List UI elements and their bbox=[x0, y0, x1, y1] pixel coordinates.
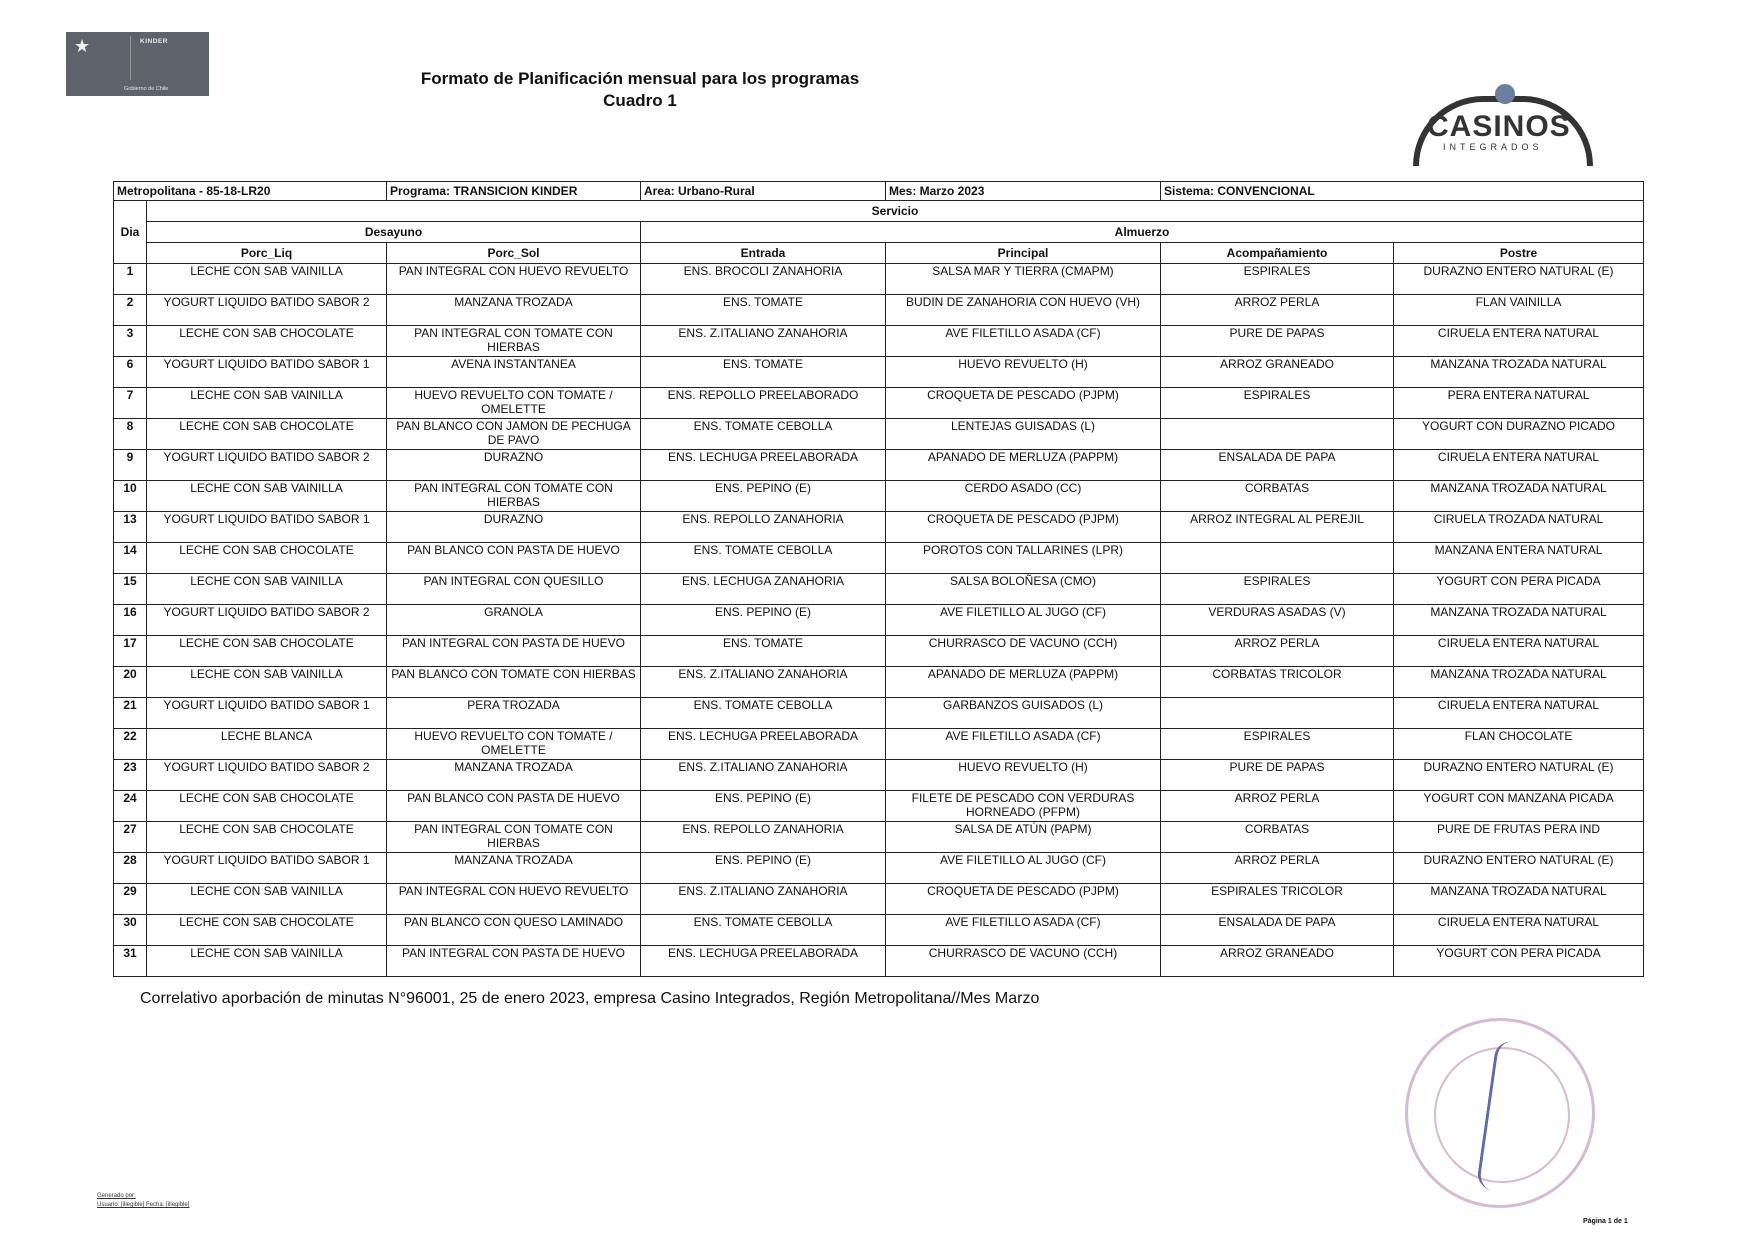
principal-cell: AVE FILETILLO ASADA (CF) bbox=[886, 729, 1161, 760]
header-almuerzo: Almuerzo bbox=[641, 222, 1644, 243]
postre-cell: DURAZNO ENTERO NATURAL (E) bbox=[1394, 853, 1644, 884]
porc-sol-cell: PAN BLANCO CON PASTA DE HUEVO bbox=[387, 543, 641, 574]
principal-cell: POROTOS CON TALLARINES (LPR) bbox=[886, 543, 1161, 574]
porc-liq-cell: LECHE CON SAB VAINILLA bbox=[147, 884, 387, 915]
meta-sistema: Sistema: CONVENCIONAL bbox=[1161, 182, 1644, 201]
principal-cell: AVE FILETILLO AL JUGO (CF) bbox=[886, 853, 1161, 884]
postre-cell: PURE DE FRUTAS PERA IND bbox=[1394, 822, 1644, 853]
day-cell: 9 bbox=[114, 450, 147, 481]
acompanamiento-cell: CORBATAS TRICOLOR bbox=[1161, 667, 1394, 698]
porc-sol-cell: HUEVO REVUELTO CON TOMATE / OMELETTE bbox=[387, 729, 641, 760]
entrada-cell: ENS. TOMATE CEBOLLA bbox=[641, 698, 886, 729]
day-cell: 10 bbox=[114, 481, 147, 512]
principal-cell: CROQUETA DE PESCADO (PJPM) bbox=[886, 884, 1161, 915]
acompanamiento-cell: ARROZ PERLA bbox=[1161, 853, 1394, 884]
table-row bbox=[114, 295, 1644, 326]
postre-cell: YOGURT CON PERA PICADA bbox=[1394, 946, 1644, 977]
porc-sol-cell: AVENA INSTANTANEA bbox=[387, 357, 641, 388]
principal-cell: FILETE DE PESCADO CON VERDURAS HORNEADO (PFPM) bbox=[886, 791, 1161, 822]
day-cell: 31 bbox=[114, 946, 147, 977]
postre-cell: MANZANA TROZADA NATURAL bbox=[1394, 481, 1644, 512]
postre-cell: CIRUELA ENTERA NATURAL bbox=[1394, 326, 1644, 357]
principal-cell: SALSA DE ATÚN (PAPM) bbox=[886, 822, 1161, 853]
porc-sol-cell: PAN INTEGRAL CON QUESILLO bbox=[387, 574, 641, 605]
entrada-cell: ENS. REPOLLO ZANAHORIA bbox=[641, 822, 886, 853]
postre-cell: PERA ENTERA NATURAL bbox=[1394, 388, 1644, 419]
header-desayuno: Desayuno bbox=[147, 222, 641, 243]
day-cell: 1 bbox=[114, 264, 147, 295]
acompanamiento-cell: PURE DE PAPAS bbox=[1161, 326, 1394, 357]
company-logo bbox=[1405, 84, 1605, 156]
porc-sol-cell: GRANOLA bbox=[387, 605, 641, 636]
porc-liq-cell: LECHE CON SAB CHOCOLATE bbox=[147, 326, 387, 357]
acompanamiento-cell: ARROZ PERLA bbox=[1161, 636, 1394, 667]
menu-rows bbox=[114, 264, 1644, 977]
logo-divider bbox=[130, 36, 131, 80]
entrada-cell: ENS. PEPINO (E) bbox=[641, 791, 886, 822]
table-row bbox=[114, 264, 1644, 295]
entrada-cell: ENS. Z.ITALIANO ZANAHORIA bbox=[641, 667, 886, 698]
day-cell: 22 bbox=[114, 729, 147, 760]
postre-cell: MANZANA TROZADA NATURAL bbox=[1394, 667, 1644, 698]
porc-sol-cell: PAN BLANCO CON TOMATE CON HIERBAS bbox=[387, 667, 641, 698]
acompanamiento-cell: ESPIRALES bbox=[1161, 388, 1394, 419]
porc-sol-cell: PAN INTEGRAL CON TOMATE CON HIERBAS bbox=[387, 822, 641, 853]
principal-cell: HUEVO REVUELTO (H) bbox=[886, 760, 1161, 791]
porc-sol-cell: MANZANA TROZADA bbox=[387, 295, 641, 326]
generated-by bbox=[97, 1192, 189, 1210]
principal-cell: CERDO ASADO (CC) bbox=[886, 481, 1161, 512]
acompanamiento-cell: ESPIRALES bbox=[1161, 574, 1394, 605]
porc-sol-cell: DURAZNO bbox=[387, 450, 641, 481]
entrada-cell: ENS. PEPINO (E) bbox=[641, 853, 886, 884]
acompanamiento-cell: ESPIRALES TRICOLOR bbox=[1161, 884, 1394, 915]
acompanamiento-cell: ENSALADA DE PAPA bbox=[1161, 915, 1394, 946]
entrada-cell: ENS. LECHUGA PREELABORADA bbox=[641, 450, 886, 481]
company-name: CASINOS bbox=[1427, 110, 1571, 143]
day-cell: 2 bbox=[114, 295, 147, 326]
principal-cell: CROQUETA DE PESCADO (PJPM) bbox=[886, 512, 1161, 543]
postre-cell: CIRUELA ENTERA NATURAL bbox=[1394, 450, 1644, 481]
postre-cell: CIRUELA TROZADA NATURAL bbox=[1394, 512, 1644, 543]
header-entrada: Entrada bbox=[641, 243, 886, 264]
table-row bbox=[114, 326, 1644, 357]
table-row bbox=[114, 450, 1644, 481]
title-line-2: Cuadro 1 bbox=[603, 91, 677, 110]
acompanamiento-cell: ESPIRALES bbox=[1161, 264, 1394, 295]
acompanamiento-cell: ESPIRALES bbox=[1161, 729, 1394, 760]
porc-liq-cell: LECHE CON SAB CHOCOLATE bbox=[147, 915, 387, 946]
table-row bbox=[114, 698, 1644, 729]
day-cell: 30 bbox=[114, 915, 147, 946]
porc-liq-cell: YOGURT LIQUIDO BATIDO SABOR 2 bbox=[147, 760, 387, 791]
acompanamiento-cell: CORBATAS bbox=[1161, 822, 1394, 853]
entrada-cell: ENS. TOMATE bbox=[641, 295, 886, 326]
table-row bbox=[114, 419, 1644, 450]
table-row bbox=[114, 357, 1644, 388]
day-cell: 3 bbox=[114, 326, 147, 357]
table-row bbox=[114, 667, 1644, 698]
porc-sol-cell: PAN BLANCO CON PASTA DE HUEVO bbox=[387, 791, 641, 822]
header-postre: Postre bbox=[1394, 243, 1644, 264]
porc-liq-cell: YOGURT LIQUIDO BATIDO SABOR 1 bbox=[147, 853, 387, 884]
entrada-cell: ENS. BROCOLI ZANAHORIA bbox=[641, 264, 886, 295]
entrada-cell: ENS. Z.ITALIANO ZANAHORIA bbox=[641, 326, 886, 357]
postre-cell: CIRUELA ENTERA NATURAL bbox=[1394, 915, 1644, 946]
principal-cell: APANADO DE MERLUZA (PAPPM) bbox=[886, 450, 1161, 481]
acompanamiento-cell: ARROZ PERLA bbox=[1161, 295, 1394, 326]
gov-logo-footer: Gobierno de Chile bbox=[124, 86, 169, 92]
approval-note: Correlativo aporbación de minutas N°96001, 25 de enero 2023, empresa Casino Integrados, Región Metropolitana//Mes Marzo bbox=[140, 990, 1040, 1007]
postre-cell: MANZANA TROZADA NATURAL bbox=[1394, 605, 1644, 636]
porc-sol-cell: PAN INTEGRAL CON TOMATE CON HIERBAS bbox=[387, 326, 641, 357]
principal-cell: AVE FILETILLO ASADA (CF) bbox=[886, 915, 1161, 946]
porc-liq-cell: YOGURT LIQUIDO BATIDO SABOR 1 bbox=[147, 698, 387, 729]
acompanamiento-cell bbox=[1161, 543, 1394, 574]
day-cell: 27 bbox=[114, 822, 147, 853]
day-cell: 23 bbox=[114, 760, 147, 791]
postre-cell: DURAZNO ENTERO NATURAL (E) bbox=[1394, 264, 1644, 295]
porc-sol-cell: PAN BLANCO CON QUESO LAMINADO bbox=[387, 915, 641, 946]
table-row bbox=[114, 605, 1644, 636]
porc-liq-cell: LECHE CON SAB VAINILLA bbox=[147, 574, 387, 605]
table-row bbox=[114, 512, 1644, 543]
entrada-cell: ENS. TOMATE CEBOLLA bbox=[641, 543, 886, 574]
acompanamiento-cell: ENSALADA DE PAPA bbox=[1161, 450, 1394, 481]
table-row bbox=[114, 884, 1644, 915]
porc-liq-cell: YOGURT LIQUIDO BATIDO SABOR 1 bbox=[147, 512, 387, 543]
meta-area: Area: Urbano-Rural bbox=[641, 182, 886, 201]
entrada-cell: ENS. PEPINO (E) bbox=[641, 481, 886, 512]
entrada-cell: ENS. TOMATE bbox=[641, 357, 886, 388]
porc-liq-cell: YOGURT LIQUIDO BATIDO SABOR 2 bbox=[147, 605, 387, 636]
principal-cell: AVE FILETILLO AL JUGO (CF) bbox=[886, 605, 1161, 636]
acompanamiento-cell bbox=[1161, 419, 1394, 450]
table-row bbox=[114, 543, 1644, 574]
header-servicio: Servicio bbox=[147, 201, 1644, 222]
meta-programa: Programa: TRANSICION KINDER bbox=[387, 182, 641, 201]
principal-cell: APANADO DE MERLUZA (PAPPM) bbox=[886, 667, 1161, 698]
postre-cell: YOGURT CON DURAZNO PICADO bbox=[1394, 419, 1644, 450]
entrada-cell: ENS. Z.ITALIANO ZANAHORIA bbox=[641, 760, 886, 791]
porc-liq-cell: YOGURT LIQUIDO BATIDO SABOR 2 bbox=[147, 450, 387, 481]
header-principal: Principal bbox=[886, 243, 1161, 264]
gov-logo-text: KINDER bbox=[140, 38, 168, 45]
table-row bbox=[114, 946, 1644, 977]
acompanamiento-cell: ARROZ GRANEADO bbox=[1161, 357, 1394, 388]
porc-liq-cell: LECHE CON SAB VAINILLA bbox=[147, 946, 387, 977]
postre-cell: DURAZNO ENTERO NATURAL (E) bbox=[1394, 760, 1644, 791]
generated-line: Usuario: [illegible] Fecha: [illegible] bbox=[97, 1202, 190, 1208]
entrada-cell: ENS. TOMATE CEBOLLA bbox=[641, 419, 886, 450]
table-row bbox=[114, 481, 1644, 512]
postre-cell: MANZANA ENTERA NATURAL bbox=[1394, 543, 1644, 574]
document-title bbox=[380, 68, 900, 112]
porc-liq-cell: YOGURT LIQUIDO BATIDO SABOR 1 bbox=[147, 357, 387, 388]
day-cell: 6 bbox=[114, 357, 147, 388]
principal-cell: CHURRASCO DE VACUNO (CCH) bbox=[886, 946, 1161, 977]
porc-sol-cell: PAN INTEGRAL CON HUEVO REVUELTO bbox=[387, 884, 641, 915]
postre-cell: YOGURT CON MANZANA PICADA bbox=[1394, 791, 1644, 822]
postre-cell: FLAN VAINILLA bbox=[1394, 295, 1644, 326]
day-cell: 16 bbox=[114, 605, 147, 636]
porc-liq-cell: LECHE CON SAB VAINILLA bbox=[147, 481, 387, 512]
meta-region: Metropolitana - 85-18-LR20 bbox=[114, 182, 387, 201]
entrada-cell: ENS. TOMATE bbox=[641, 636, 886, 667]
entrada-cell: ENS. REPOLLO PREELABORADO bbox=[641, 388, 886, 419]
day-cell: 7 bbox=[114, 388, 147, 419]
entrada-cell: ENS. TOMATE CEBOLLA bbox=[641, 915, 886, 946]
porc-sol-cell: DURAZNO bbox=[387, 512, 641, 543]
porc-liq-cell: LECHE CON SAB CHOCOLATE bbox=[147, 636, 387, 667]
table-row bbox=[114, 760, 1644, 791]
acompanamiento-cell: ARROZ GRANEADO bbox=[1161, 946, 1394, 977]
entrada-cell: ENS. Z.ITALIANO ZANAHORIA bbox=[641, 884, 886, 915]
table-row bbox=[114, 791, 1644, 822]
postre-cell: CIRUELA ENTERA NATURAL bbox=[1394, 698, 1644, 729]
meta-row bbox=[114, 182, 1644, 201]
star-icon: ★ bbox=[74, 36, 91, 56]
table-row bbox=[114, 853, 1644, 884]
principal-cell: SALSA BOLOÑESA (CMO) bbox=[886, 574, 1161, 605]
header-dia: Dia bbox=[114, 201, 147, 264]
porc-liq-cell: LECHE BLANCA bbox=[147, 729, 387, 760]
day-cell: 28 bbox=[114, 853, 147, 884]
meta-mes: Mes: Marzo 2023 bbox=[886, 182, 1161, 201]
logo-dot-icon bbox=[1495, 84, 1515, 104]
day-cell: 15 bbox=[114, 574, 147, 605]
principal-cell: HUEVO REVUELTO (H) bbox=[886, 357, 1161, 388]
postre-cell: CIRUELA ENTERA NATURAL bbox=[1394, 636, 1644, 667]
principal-cell: CHURRASCO DE VACUNO (CCH) bbox=[886, 636, 1161, 667]
entrada-cell: ENS. REPOLLO ZANAHORIA bbox=[641, 512, 886, 543]
day-cell: 20 bbox=[114, 667, 147, 698]
acompanamiento-cell: ARROZ INTEGRAL AL PEREJIL bbox=[1161, 512, 1394, 543]
acompanamiento-cell: ARROZ PERLA bbox=[1161, 791, 1394, 822]
porc-liq-cell: YOGURT LIQUIDO BATIDO SABOR 2 bbox=[147, 295, 387, 326]
day-cell: 17 bbox=[114, 636, 147, 667]
table-row bbox=[114, 388, 1644, 419]
principal-cell: LENTEJAS GUISADAS (L) bbox=[886, 419, 1161, 450]
postre-cell: FLAN CHOCOLATE bbox=[1394, 729, 1644, 760]
entrada-cell: ENS. LECHUGA ZANAHORIA bbox=[641, 574, 886, 605]
table-row bbox=[114, 915, 1644, 946]
company-subtitle: INTEGRADOS bbox=[1443, 142, 1543, 152]
porc-sol-cell: PAN INTEGRAL CON TOMATE CON HIERBAS bbox=[387, 481, 641, 512]
official-seal bbox=[1405, 1018, 1595, 1208]
header-porc-sol: Porc_Sol bbox=[387, 243, 641, 264]
entrada-cell: ENS. LECHUGA PREELABORADA bbox=[641, 729, 886, 760]
postre-cell: MANZANA TROZADA NATURAL bbox=[1394, 884, 1644, 915]
header-porc-liq: Porc_Liq bbox=[147, 243, 387, 264]
day-cell: 13 bbox=[114, 512, 147, 543]
porc-sol-cell: MANZANA TROZADA bbox=[387, 760, 641, 791]
porc-liq-cell: LECHE CON SAB VAINILLA bbox=[147, 388, 387, 419]
acompanamiento-cell: PURE DE PAPAS bbox=[1161, 760, 1394, 791]
header-acompanamiento: Acompañamiento bbox=[1161, 243, 1394, 264]
acompanamiento-cell: VERDURAS ASADAS (V) bbox=[1161, 605, 1394, 636]
principal-cell: AVE FILETILLO ASADA (CF) bbox=[886, 326, 1161, 357]
porc-sol-cell: PAN INTEGRAL CON PASTA DE HUEVO bbox=[387, 946, 641, 977]
entrada-cell: ENS. PEPINO (E) bbox=[641, 605, 886, 636]
porc-sol-cell: PAN BLANCO CON JAMON DE PECHUGA DE PAVO bbox=[387, 419, 641, 450]
day-cell: 21 bbox=[114, 698, 147, 729]
page-number: Página 1 de 1 bbox=[1583, 1218, 1628, 1225]
porc-sol-cell: PAN INTEGRAL CON PASTA DE HUEVO bbox=[387, 636, 641, 667]
porc-sol-cell: PERA TROZADA bbox=[387, 698, 641, 729]
entrada-cell: ENS. LECHUGA PREELABORADA bbox=[641, 946, 886, 977]
porc-liq-cell: LECHE CON SAB VAINILLA bbox=[147, 667, 387, 698]
porc-liq-cell: LECHE CON SAB CHOCOLATE bbox=[147, 543, 387, 574]
porc-liq-cell: LECHE CON SAB VAINILLA bbox=[147, 264, 387, 295]
porc-sol-cell: MANZANA TROZADA bbox=[387, 853, 641, 884]
porc-liq-cell: LECHE CON SAB CHOCOLATE bbox=[147, 791, 387, 822]
table-row bbox=[114, 822, 1644, 853]
generated-label: Generado por: bbox=[97, 1193, 136, 1199]
government-logo bbox=[66, 32, 209, 96]
porc-sol-cell: HUEVO REVUELTO CON TOMATE / OMELETTE bbox=[387, 388, 641, 419]
acompanamiento-cell: CORBATAS bbox=[1161, 481, 1394, 512]
day-cell: 14 bbox=[114, 543, 147, 574]
planning-table bbox=[113, 181, 1644, 977]
porc-liq-cell: LECHE CON SAB CHOCOLATE bbox=[147, 822, 387, 853]
porc-sol-cell: PAN INTEGRAL CON HUEVO REVUELTO bbox=[387, 264, 641, 295]
table-row bbox=[114, 636, 1644, 667]
principal-cell: GARBANZOS GUISADOS (L) bbox=[886, 698, 1161, 729]
principal-cell: BUDIN DE ZANAHORIA CON HUEVO (VH) bbox=[886, 295, 1161, 326]
title-line-1: Formato de Planificación mensual para los programas bbox=[420, 69, 860, 88]
principal-cell: CROQUETA DE PESCADO (PJPM) bbox=[886, 388, 1161, 419]
table-row bbox=[114, 574, 1644, 605]
day-cell: 8 bbox=[114, 419, 147, 450]
principal-cell: SALSA MAR Y TIERRA (CMAPM) bbox=[886, 264, 1161, 295]
postre-cell: YOGURT CON PERA PICADA bbox=[1394, 574, 1644, 605]
acompanamiento-cell bbox=[1161, 698, 1394, 729]
table-row bbox=[114, 729, 1644, 760]
day-cell: 24 bbox=[114, 791, 147, 822]
porc-liq-cell: LECHE CON SAB CHOCOLATE bbox=[147, 419, 387, 450]
postre-cell: MANZANA TROZADA NATURAL bbox=[1394, 357, 1644, 388]
day-cell: 29 bbox=[114, 884, 147, 915]
